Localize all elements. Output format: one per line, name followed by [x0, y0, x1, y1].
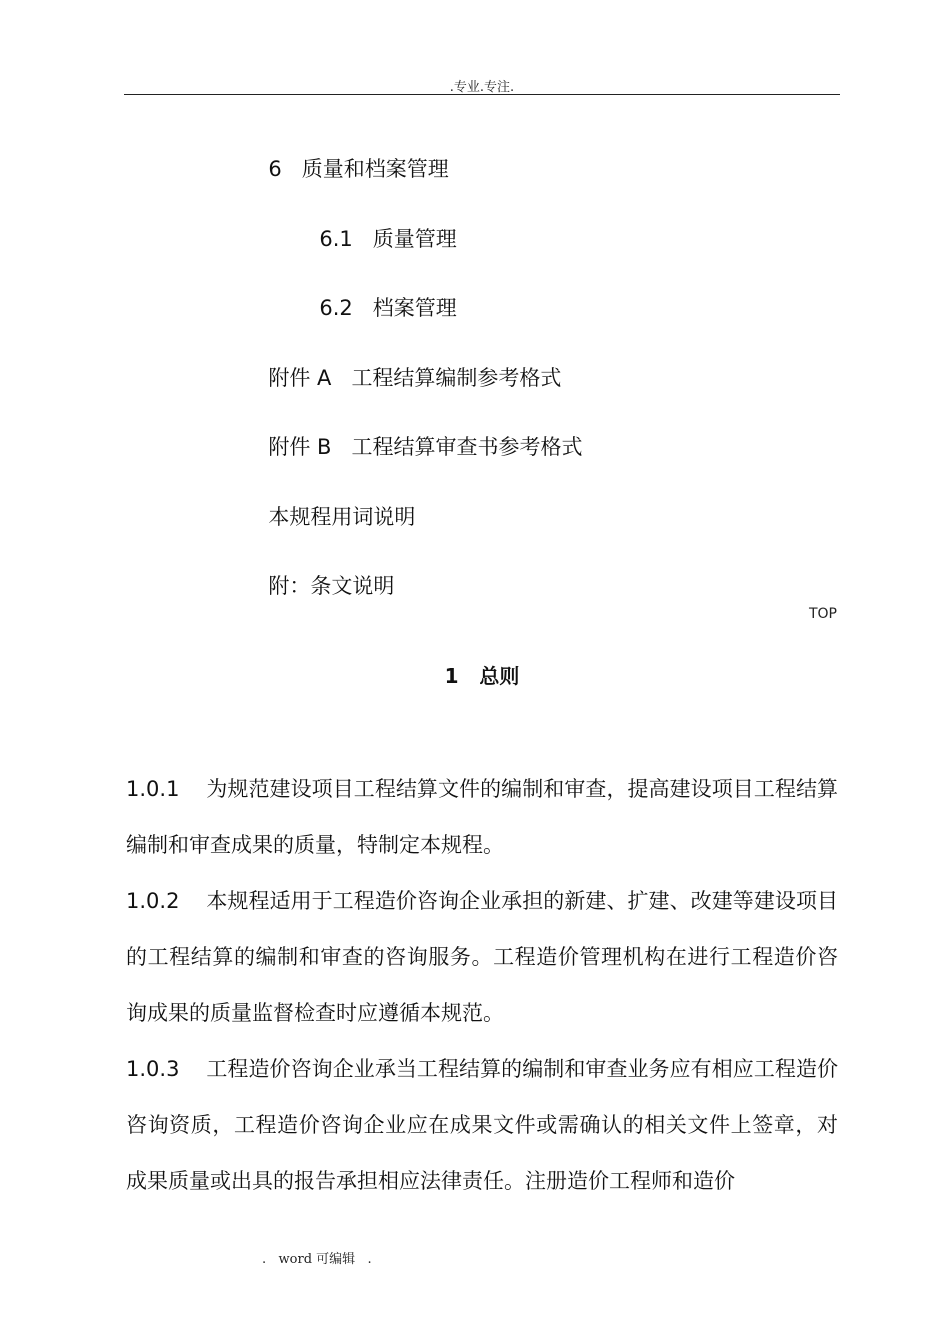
paragraph-number: 1.0.2 [126, 889, 180, 913]
toc-item-label: 质量管理 [372, 227, 457, 251]
paragraph-text: 工程造价咨询企业承当工程结算的编制和审查业务应有相应工程造价咨询资质，工程造价咨询企业应在成果文件或需确认的相关文件上签章，对成果质量或出具的报告承担相应法律责任。注册造价工程师和造价 [126, 1057, 839, 1193]
paragraph-number: 1.0.3 [126, 1057, 180, 1081]
top-link[interactable]: TOP [808, 606, 837, 622]
toc-item-number: 附件 A [268, 366, 332, 390]
toc-item-number: 6 [268, 157, 282, 181]
toc-item-label: 附：条文说明 [268, 574, 395, 598]
toc-item-label: 档案管理 [372, 296, 457, 320]
toc-item [255, 336, 561, 392]
paragraph [126, 761, 838, 873]
toc-item-label: 工程结算编制参考格式 [351, 366, 562, 390]
toc-item-number: 6.1 [319, 227, 353, 251]
page-footer: . word 可编辑 . [262, 1252, 372, 1267]
paragraph [126, 1041, 838, 1209]
toc-item [255, 405, 582, 461]
body-text [126, 1041, 838, 1209]
page-header: .专业.专注. [449, 80, 515, 95]
toc-item-number: 附件 B [268, 435, 332, 459]
toc-item [306, 197, 457, 253]
toc-item-label: 工程结算审查书参考格式 [351, 435, 583, 459]
toc-item-number: 6.2 [319, 296, 353, 320]
toc-item [306, 266, 457, 322]
header-divider [124, 94, 840, 95]
section-title-text: 总则 [479, 664, 520, 688]
paragraph [126, 873, 838, 1041]
toc-item [255, 544, 394, 600]
body-text [126, 761, 838, 873]
section-title [0, 660, 950, 689]
toc-item [255, 475, 415, 531]
paragraph-number: 1.0.1 [126, 777, 180, 801]
body-text [126, 873, 838, 1041]
section-number: 1 [444, 664, 459, 688]
toc-item-label: 本规程用词说明 [268, 505, 416, 529]
toc-item [255, 127, 449, 183]
toc-item-label: 质量和档案管理 [301, 157, 449, 181]
paragraph-text: 本规程适用于工程造价咨询企业承担的新建、扩建、改建等建设项目的工程结算的编制和审查的咨询服务。工程造价管理机构在进行工程造价咨询成果的质量监督检查时应遵循本规范。 [126, 889, 839, 1025]
paragraph-text: 为规范建设项目工程结算文件的编制和审查，提高建设项目工程结算编制和审查成果的质量，特制定本规程。 [126, 777, 839, 857]
